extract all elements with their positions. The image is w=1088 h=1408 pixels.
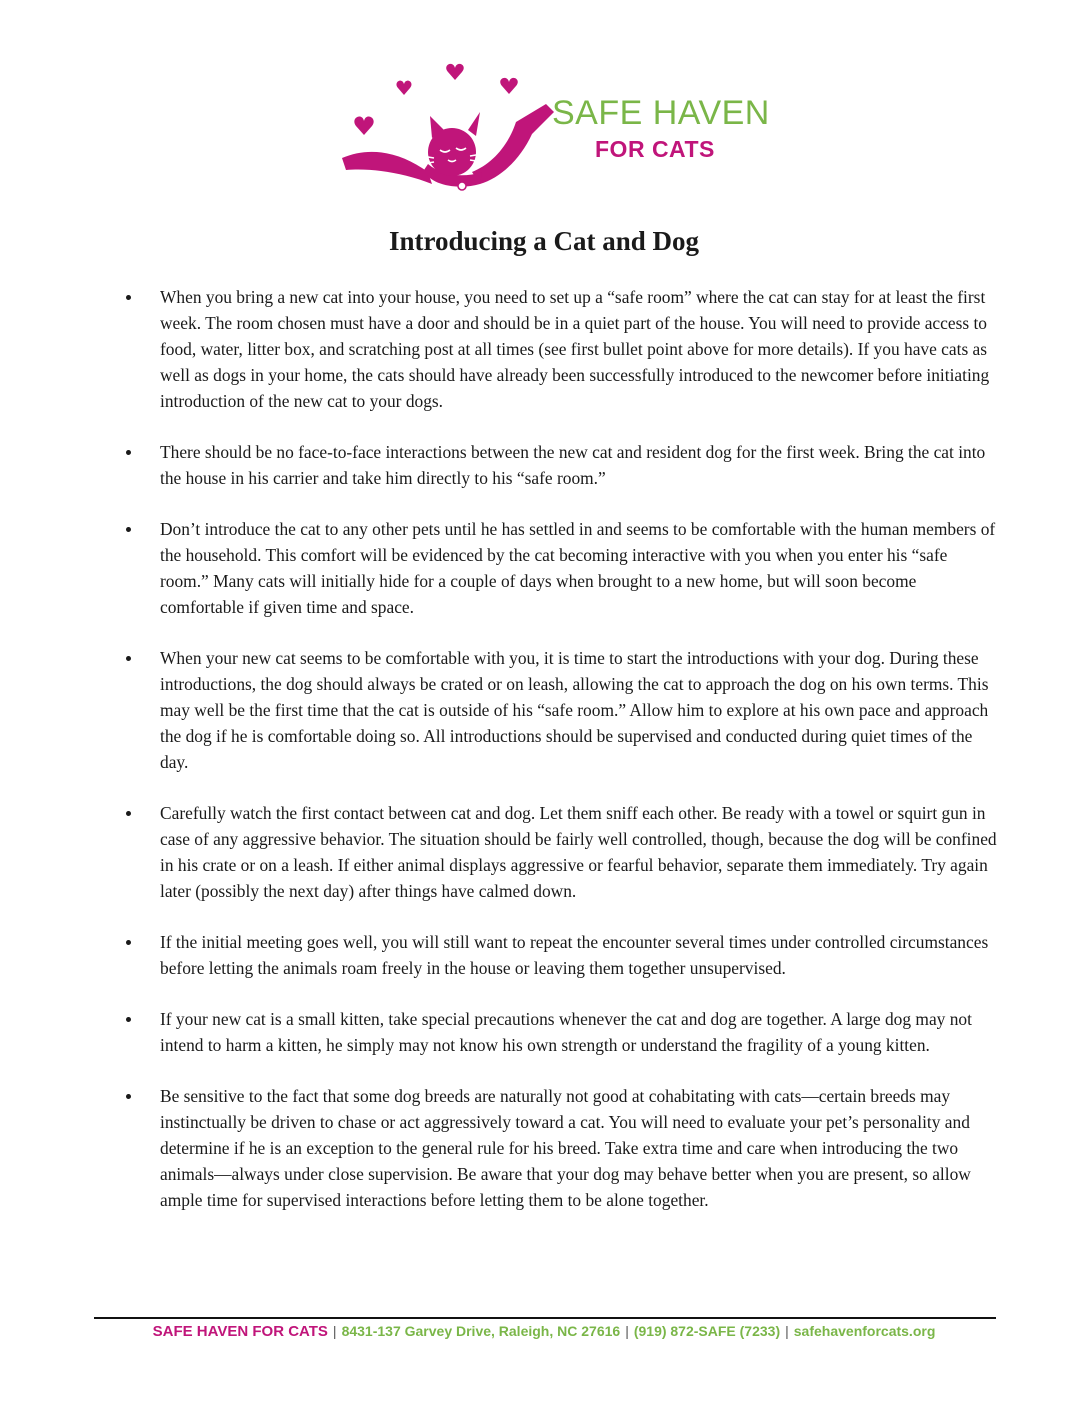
footer-address: 8431-137 Garvey Drive, Raleigh, NC 27616 <box>341 1323 621 1339</box>
logo-brand-name: SAFE HAVEN <box>552 94 770 132</box>
bullet-text: Don’t introduce the cat to any other pets until he has settled in and seems to be comfortable with the human members of the household. This comfort will be evidenced by the cat becoming interactive with you when you enter his “safe room.” Many cats will initially hide for a couple of days when brought to a new home, but will soon become comfortable if given time and space. <box>160 519 996 617</box>
bullet-text: When you bring a new cat into your house, you need to set up a “safe room” where the cat can stay for at least the first week. The room chosen must have a door and should be in a quiet part of the house. You will need to provide access to food, water, litter box, and scratching post at all times (see first bullet point above for more details). If you have cats as well as dogs in your home, the cats should have already been successfully introduced to the newcomer before initiating introduction of the new cat to your dogs. <box>160 287 990 411</box>
footer-website-link[interactable]: safehavenforcats.org <box>793 1323 936 1339</box>
bullet-dot-icon <box>126 811 131 816</box>
bullet-dot-icon <box>126 940 131 945</box>
footer-separator: | <box>332 1323 337 1339</box>
footer-org-name: SAFE HAVEN FOR CATS <box>152 1323 328 1340</box>
bullet-item <box>120 516 1000 620</box>
footer-divider <box>94 1317 996 1319</box>
bullet-dot-icon <box>126 1094 131 1099</box>
footer-separator: | <box>625 1323 629 1339</box>
cat-with-hearts-icon <box>340 60 560 200</box>
bullet-item <box>120 284 1000 414</box>
bullet-dot-icon <box>126 527 131 532</box>
footer-separator: | <box>785 1323 789 1339</box>
page-title: Introducing a Cat and Dog <box>388 226 700 256</box>
footer <box>0 1323 1088 1340</box>
bullet-text: If the initial meeting goes well, you will still want to repeat the encounter several times under controlled circumstances before letting the animals roam freely in the house or leaving them together unsupervised. <box>160 932 989 978</box>
bullet-text: When your new cat seems to be comfortable with you, it is time to start the introductions with your dog. During these introductions, the dog should always be crated or on leash, allowing the cat to approach the dog on his own terms. This may well be the first time that the cat is outside of his “safe room.” Allow him to explore at his own pace and approach the dog if he is comfortable doing so. All introductions should be supervised and conducted during quiet times of the day. <box>160 648 989 772</box>
bullet-item <box>120 800 1000 904</box>
bullet-text: Carefully watch the first contact between cat and dog. Let them sniff each other. Be ready with a towel or squirt gun in case of any aggressive behavior. The situation should be fairly well controlled, though, because the dog will be confined in his crate or on a leash. If either animal displays aggressive or fearful behavior, separate them immediately. Try again later (possibly the next day) after things have calmed down. <box>160 803 997 901</box>
bullet-dot-icon <box>126 656 131 661</box>
bullet-text: If your new cat is a small kitten, take special precautions whenever the cat and dog are together. A large dog may not intend to harm a kitten, he simply may not know his own strength or understand the fragility of a young kitten. <box>160 1009 972 1055</box>
bullet-text: There should be no face-to-face interactions between the new cat and resident dog for the first week. Bring the cat into the house in his carrier and take him directly to his “safe room.” <box>160 442 986 488</box>
bullet-item <box>120 929 1000 981</box>
footer-phone: (919) 872-SAFE (7233) <box>633 1323 781 1339</box>
bullet-item <box>120 1083 1000 1213</box>
logo <box>340 60 770 200</box>
bullet-list <box>120 284 1000 1238</box>
bullet-dot-icon <box>126 450 131 455</box>
bullet-dot-icon <box>126 295 131 300</box>
logo-brand-subtitle: FOR CATS <box>595 136 715 162</box>
bullet-dot-icon <box>126 1017 131 1022</box>
bullet-text: Be sensitive to the fact that some dog breeds are naturally not good at cohabitating with cats—certain breeds may instinctually be driven to chase or act aggressively toward a cat. You will need to evaluate your pet’s personality and determine if he is an exception to the general rule for his breed. Take extra time and care when introducing the two animals—always under close supervision. Be aware that your dog may behave better when you are present, so allow ample time for supervised interactions before letting them to be alone together. <box>160 1086 971 1210</box>
bullet-item <box>120 645 1000 775</box>
bullet-item <box>120 1006 1000 1058</box>
bullet-item <box>120 439 1000 491</box>
